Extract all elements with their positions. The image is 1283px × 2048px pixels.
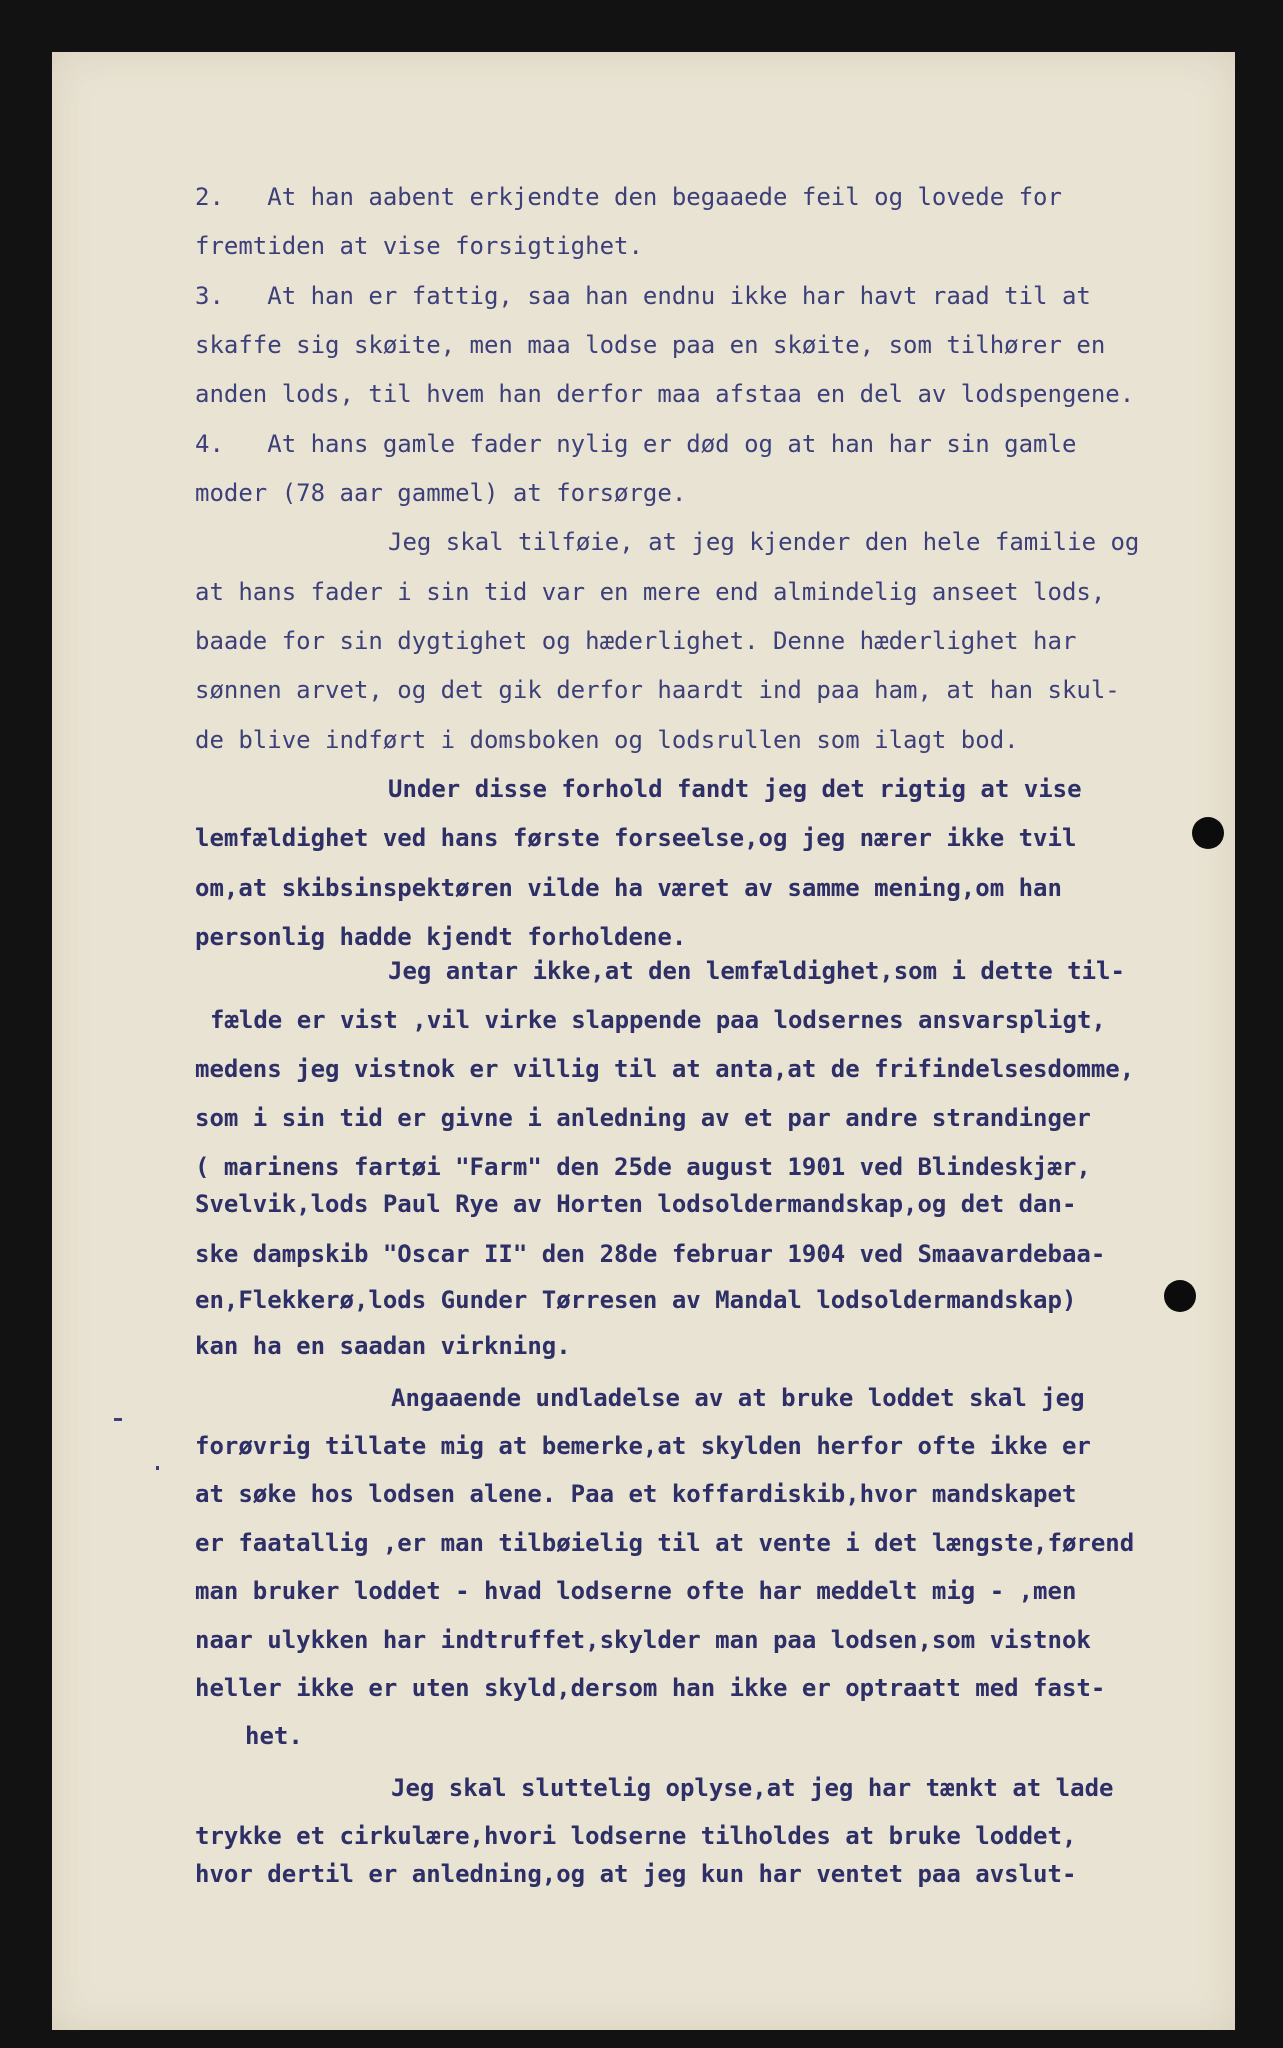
text-line: lemfældighet ved hans første forseelse,og jeg nærer ikke tvil [195,824,1077,852]
text-line: anden lods, til hvem han derfor maa afstaa en del av lodspengene. [195,380,1135,408]
text-line: Jeg antar ikke,at den lemfældighet,som i dette til- [388,957,1125,985]
punch-hole-lower [1164,1280,1196,1312]
text-line: 3. At han er fattig, saa han endnu ikke har havt raad til at [195,282,1091,310]
text-line: de blive indført i domsboken og lodsrullen som ilagt bod. [195,726,1019,754]
text-line: het. [245,1722,303,1750]
text-line: fælde er vist ,vil virke slappende paa lodsernes ansvarspligt, [210,1006,1106,1034]
text-line: skaffe sig skøite, men maa lodse paa en skøite, som tilhører en [195,331,1106,359]
margin-mark-dot [156,1466,159,1470]
text-line: Under disse forhold fandt jeg det rigtig at vise [388,775,1082,803]
text-line: er faatallig ,er man tilbøielig til at vente i det længste,førend [195,1529,1135,1557]
text-line: 2. At han aabent erkjendte den begaaede feil og lovede for [195,183,1062,211]
text-line: ske dampskib "Oscar II" den 28de februar 1904 ved Smaavardebaa- [195,1240,1106,1268]
text-line: 4. At hans gamle fader nylig er død og at han har sin gamle [195,430,1077,458]
text-line: sønnen arvet, og det gik derfor haardt ind paa ham, at han skul- [195,676,1120,704]
text-line: medens jeg vistnok er villig til at anta,at de frifindelsesdomme, [195,1055,1135,1083]
text-line: ( marinens fartøi "Farm" den 25de august 1901 ved Blindeskjær, [195,1153,1091,1181]
margin-mark [114,1418,122,1421]
text-line: moder (78 aar gammel) at forsørge. [195,479,687,507]
text-line: om,at skibsinspektøren vilde ha været av samme mening,om han [195,874,1062,902]
text-line: man bruker loddet - hvad lodserne ofte har meddelt mig - ,men [195,1577,1077,1605]
text-line: forøvrig tillate mig at bemerke,at skylden herfor ofte ikke er [195,1432,1091,1460]
text-line: naar ulykken har indtruffet,skylder man paa lodsen,som vistnok [195,1626,1091,1654]
text-line: baade for sin dygtighet og hæderlighet. Denne hæderlighet har [195,627,1077,655]
text-line: Jeg skal tilføie, at jeg kjender den hele familie og [388,528,1140,556]
text-line: at søke hos lodsen alene. Paa et koffardiskib,hvor mandskapet [195,1480,1077,1508]
text-line: som i sin tid er givne i anledning av et par andre strandinger [195,1104,1091,1132]
text-line: en,Flekkerø,lods Gunder Tørresen av Mandal lodsoldermandskap) [195,1286,1077,1314]
text-line: personlig hadde kjendt forholdene. [195,923,687,951]
text-line: Jeg skal sluttelig oplyse,at jeg har tænkt at lade [391,1774,1114,1802]
text-line: heller ikke er uten skyld,dersom han ikke er optraatt med fast- [195,1674,1106,1702]
punch-hole-upper [1192,817,1224,849]
text-line: kan ha en saadan virkning. [195,1332,571,1360]
text-line: Angaaende undladelse av at bruke loddet skal jeg [391,1384,1085,1412]
text-line: hvor dertil er anledning,og at jeg kun har ventet paa avslut- [195,1860,1077,1888]
text-line: trykke et cirkulære,hvori lodserne tilholdes at bruke loddet, [195,1822,1077,1850]
text-line: at hans fader i sin tid var en mere end almindelig anseet lods, [195,578,1106,606]
text-line: Svelvik,lods Paul Rye av Horten lodsoldermandskap,og det dan- [195,1190,1077,1218]
text-line: fremtiden at vise forsigtighet. [195,232,643,260]
